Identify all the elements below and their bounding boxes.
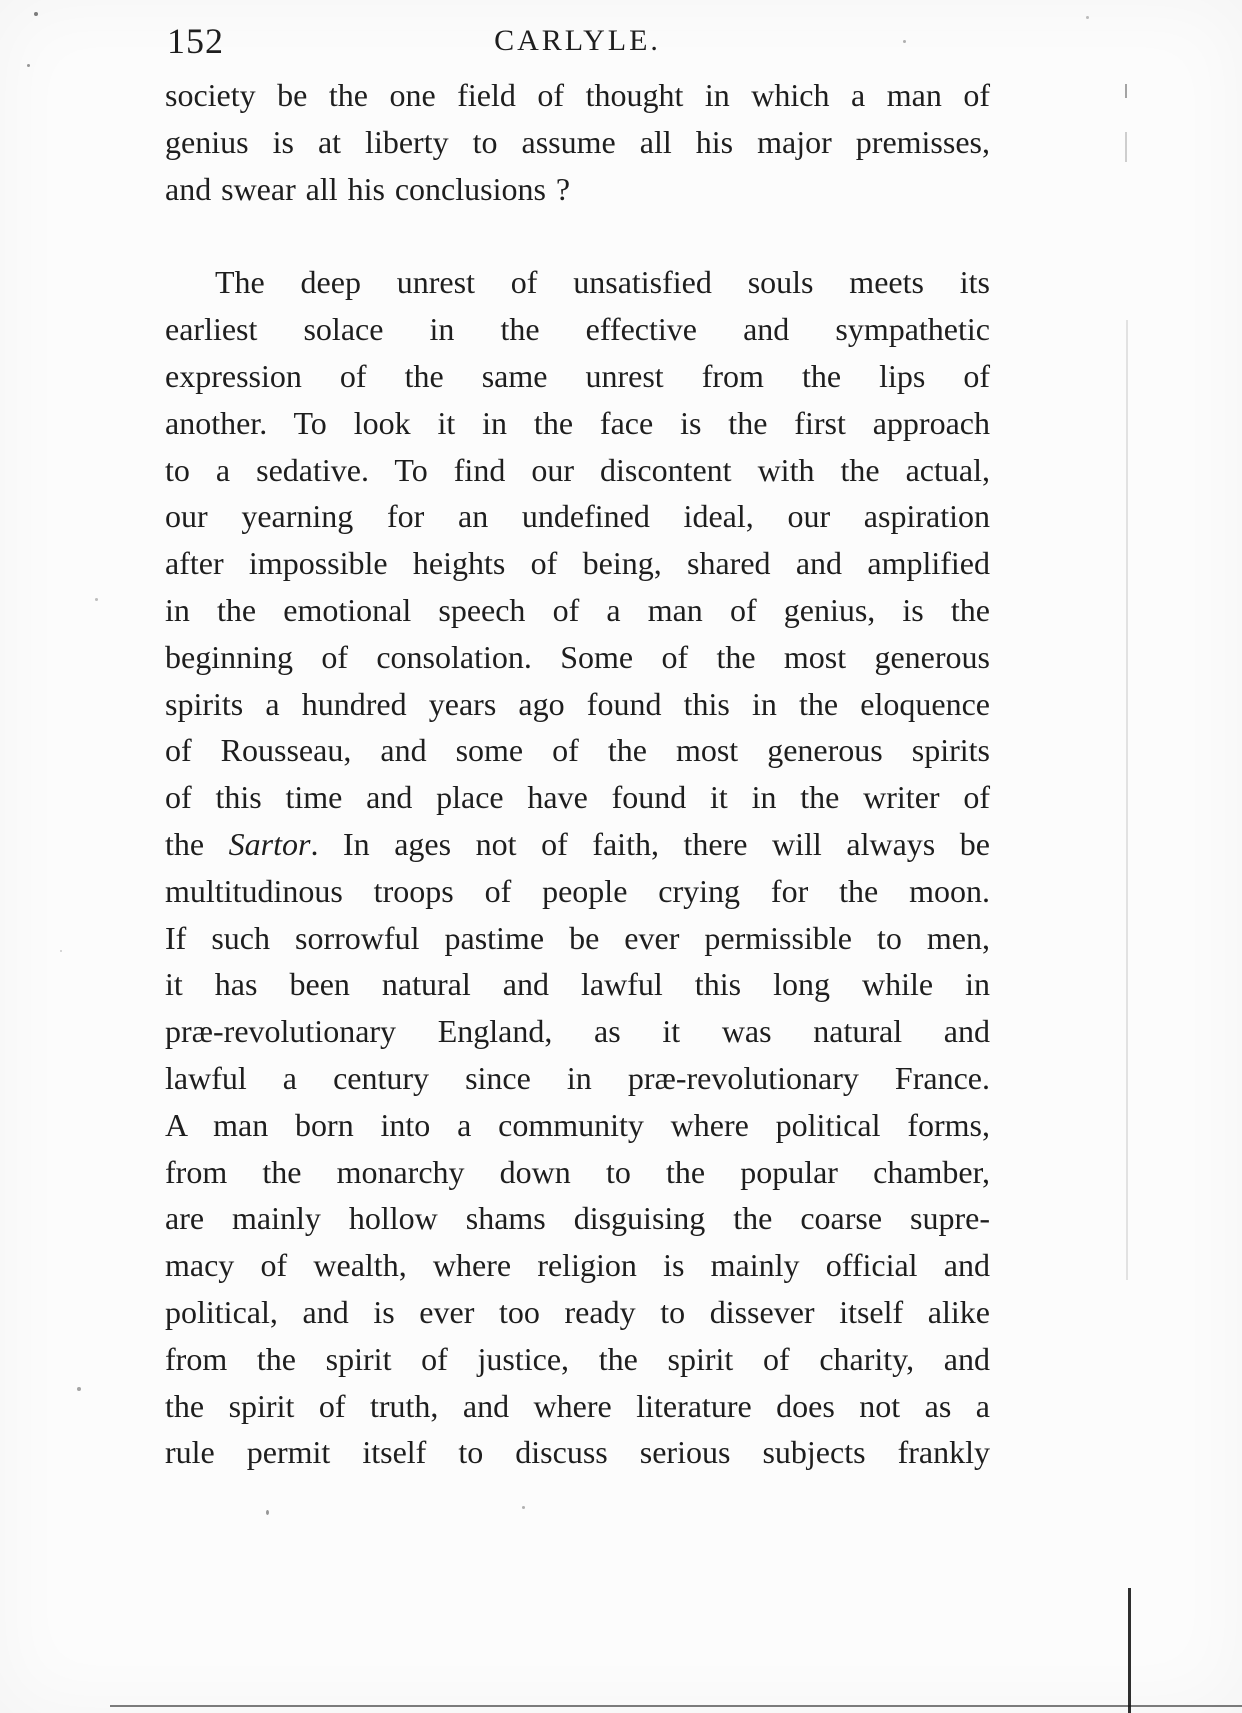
scan-speck: [27, 64, 30, 67]
text-line: spirits a hundred years ago found this in the eloquence: [165, 685, 990, 722]
running-header: CARLYLE.: [494, 24, 661, 57]
text-line: præ-revolutionary England, as it was natural and: [165, 1013, 990, 1050]
scan-speck: [60, 950, 62, 952]
text-line: the Sartor. In ages not of faith, there will always be: [165, 825, 990, 862]
scan-speck: [903, 40, 906, 43]
paragraph: [165, 72, 990, 212]
text-line: the spirit of truth, and where literature does not as a: [165, 1387, 990, 1424]
page-number: 152: [167, 21, 224, 61]
text-line: from the spirit of justice, the spirit of charity, and: [165, 1340, 990, 1377]
scan-tick-mark: [1125, 84, 1127, 98]
scan-gutter-line: [1126, 320, 1128, 1280]
text-line: to a sedative. To find our discontent with the actual,: [165, 451, 990, 488]
scan-speck: [266, 1510, 269, 1515]
text-line: multitudinous troops of people crying for the moon.: [165, 872, 990, 909]
text-line: after impossible heights of being, shared and amplified: [165, 545, 990, 582]
scan-speck: [522, 1506, 525, 1509]
scan-speck: [34, 12, 38, 16]
text-line: political, and is ever too ready to dissever itself alike: [165, 1293, 990, 1330]
text-line: earliest solace in the effective and sympathetic: [165, 311, 990, 348]
text-line: lawful a century since in præ-revolutionary France.: [165, 1059, 990, 1096]
text-line: macy of wealth, where religion is mainly official and: [165, 1247, 990, 1284]
page-header: [165, 20, 990, 68]
scan-speck: [77, 1387, 81, 1391]
text-line: in the emotional speech of a man of genius, is the: [165, 591, 990, 628]
text-line: rule permit itself to discuss serious subjects frankly: [165, 1434, 990, 1471]
text-line: from the monarchy down to the popular chamber,: [165, 1153, 990, 1190]
text-line: If such sorrowful pastime be ever permissible to men,: [165, 919, 990, 956]
scan-tick-mark: [1125, 132, 1127, 162]
text-line: expression of the same unrest from the lips of: [165, 357, 990, 394]
paragraph: [165, 259, 990, 1476]
text-line: of this time and place have found it in the writer of: [165, 779, 990, 816]
text-line: genius is at liberty to assume all his major premisses,: [165, 123, 990, 160]
text-line: another. To look it in the face is the first approach: [165, 404, 990, 441]
text-line: A man born into a community where political forms,: [165, 1106, 990, 1143]
text-line: it has been natural and lawful this long while in: [165, 966, 990, 1003]
text-line: our yearning for an undefined ideal, our aspiration: [165, 498, 990, 535]
text-line: of Rousseau, and some of the most generous spirits: [165, 732, 990, 769]
page-text: [165, 72, 990, 1476]
text-line: and swear all his conclusions ?: [165, 170, 571, 207]
text-line: beginning of consolation. Some of the most generous: [165, 638, 990, 675]
scan-edge-line: [1128, 1588, 1131, 1713]
scan-bottom-line: [110, 1705, 1242, 1707]
text-line: The deep unrest of unsatisfied souls meets its: [215, 264, 990, 301]
text-line: are mainly hollow shams disguising the coarse supre-: [165, 1200, 990, 1237]
scan-speck: [95, 598, 98, 601]
scan-speck: [1086, 16, 1089, 19]
text-line: society be the one field of thought in which a man of: [165, 77, 990, 113]
